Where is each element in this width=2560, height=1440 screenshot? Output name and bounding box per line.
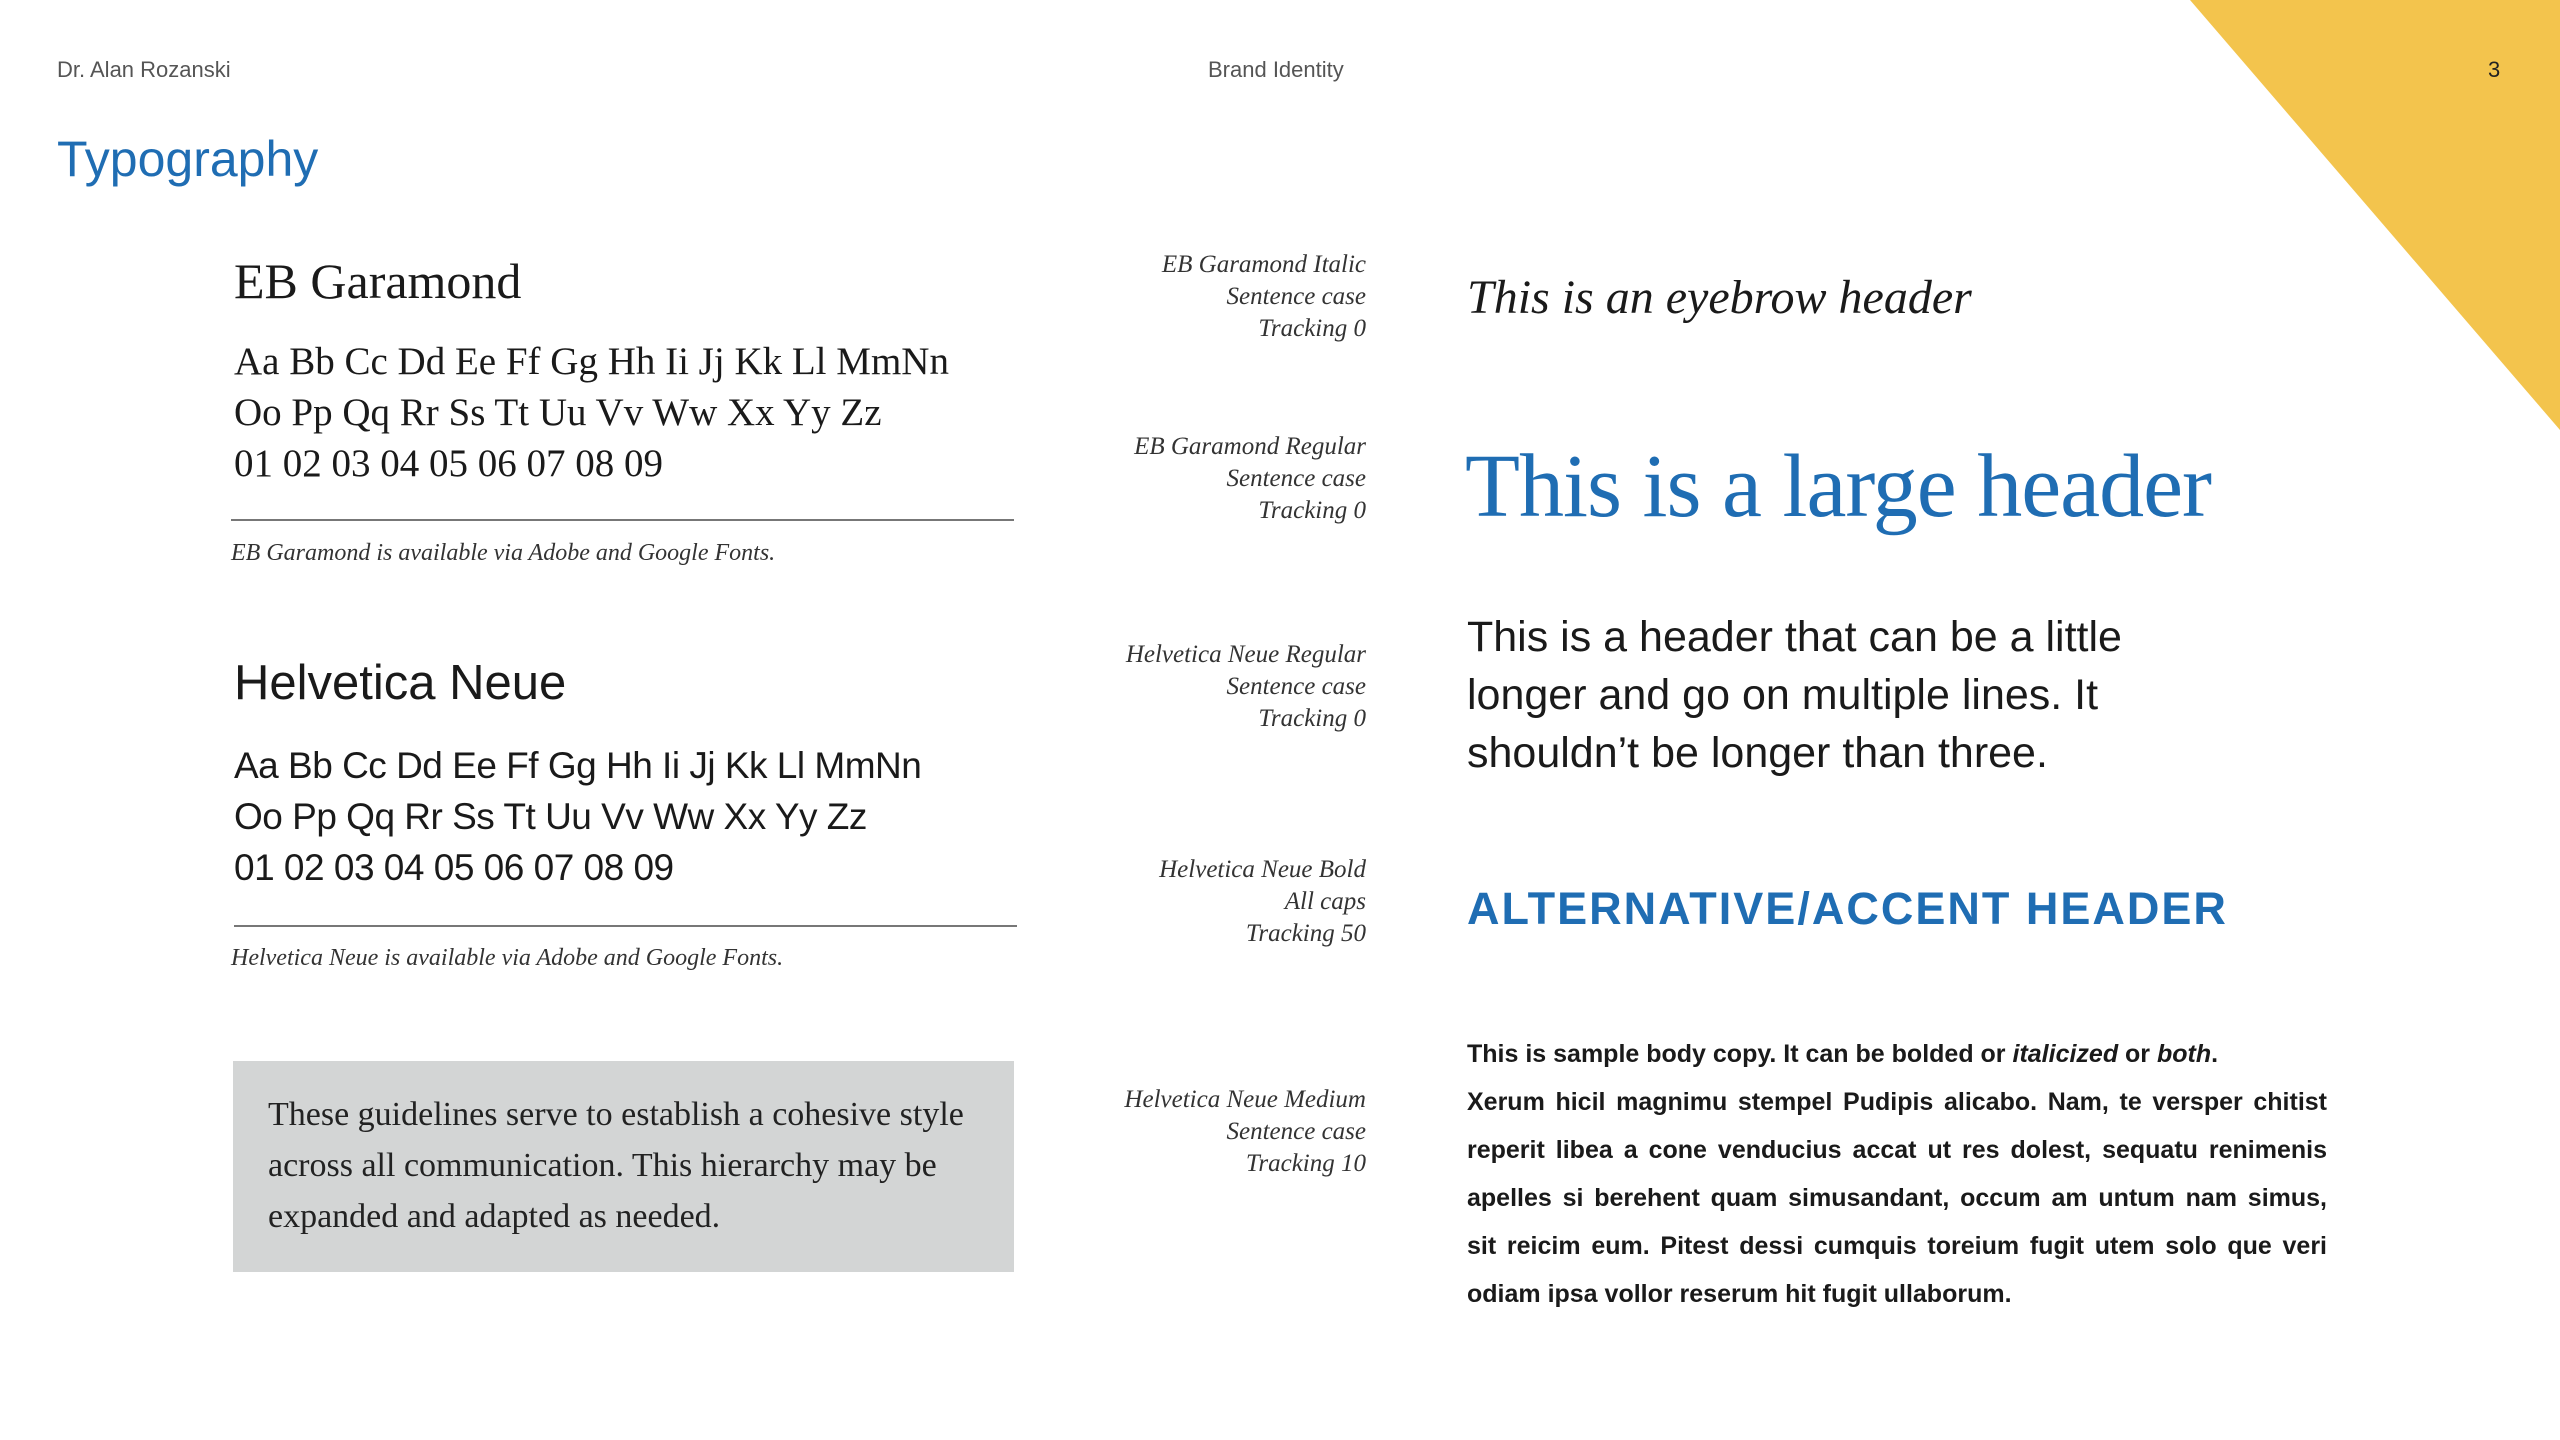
- spec-tracking: Tracking 0: [1258, 497, 1366, 524]
- specimen-line: Aa Bb Cc Dd Ee Ff Gg Hh Ii Jj Kk Ll MmNn: [234, 745, 922, 786]
- helvetica-availability: Helvetica Neue is available via Adobe and Google Fonts.: [231, 945, 784, 971]
- text: or: [1973, 1040, 2013, 1068]
- eb-garamond-availability: EB Garamond is available via Adobe and Google Fonts.: [231, 540, 776, 566]
- spec-font: Helvetica Neue Regular: [1125, 641, 1366, 668]
- large-header-sample: This is a large header: [1465, 437, 2212, 536]
- spec-eyebrow: [1162, 249, 1366, 345]
- spec-body: [1124, 1084, 1366, 1180]
- font-name-eb-garamond: EB Garamond: [234, 253, 522, 309]
- spec-tracking: Tracking 10: [1245, 1150, 1366, 1177]
- author-name: Dr. Alan Rozanski: [57, 57, 231, 82]
- specimen-line: Oo Pp Qq Rr Ss Tt Uu Vv Ww Xx Yy Zz: [234, 796, 867, 837]
- spec-case: Sentence case: [1226, 283, 1366, 310]
- specimen-line: Aa Bb Cc Dd Ee Ff Gg Hh Ii Jj Kk Ll MmNn: [234, 340, 949, 383]
- body-paragraph: Xerum hicil magnimu stempel Pudipis alicabo. Nam, te versper chitist reperit libea a cone venducius accat ut res dolest, sequatu renimenis apelles si berehent quam simusandant, occum am untum nam simus, sit reicim eum. Pitest dessi cumquis toreium fugit utem solo que veri odiam ipsa vollor reserum hit fugit ullaborum.: [1467, 1088, 2327, 1308]
- eyebrow-header-sample: This is an eyebrow header: [1467, 271, 1972, 324]
- font-name-helvetica-neue: Helvetica Neue: [234, 656, 567, 710]
- divider: [234, 925, 1017, 927]
- spec-multiline-header: [1126, 639, 1366, 735]
- text: .: [2211, 1040, 2219, 1068]
- guidelines-note-box: [233, 1061, 1014, 1272]
- spec-tracking: Tracking 0: [1258, 705, 1366, 732]
- helvetica-specimen: [234, 740, 921, 893]
- text: This is sample body copy. It can be: [1467, 1040, 1892, 1068]
- body-intro: [1467, 1030, 2327, 1078]
- page-number: 3: [2488, 57, 2501, 82]
- bold-text: bolded: [1891, 1040, 1974, 1068]
- spec-tracking: Tracking 50: [1245, 920, 1366, 947]
- spec-tracking: Tracking 0: [1258, 315, 1366, 342]
- spec-font: Helvetica Neue Bold: [1159, 856, 1366, 883]
- page-title: Typography: [57, 131, 319, 187]
- eb-garamond-specimen: [234, 336, 949, 489]
- spec-case: All caps: [1284, 888, 1366, 915]
- specimen-line: 01 02 03 04 05 06 07 08 09: [234, 847, 674, 888]
- spec-font: EB Garamond Italic: [1161, 251, 1366, 278]
- spec-case: Sentence case: [1226, 1118, 1366, 1145]
- italic-text: italicized: [2012, 1040, 2119, 1068]
- spec-large-header: [1134, 431, 1366, 527]
- spec-font: EB Garamond Regular: [1134, 433, 1366, 460]
- body-copy-sample: [1467, 1030, 2327, 1318]
- accent-header-sample: ALTERNATIVE/ACCENT HEADER: [1467, 883, 2228, 934]
- specimen-line: 01 02 03 04 05 06 07 08 09: [234, 442, 663, 485]
- specimen-line: Oo Pp Qq Rr Ss Tt Uu Vv Ww Xx Yy Zz: [234, 391, 882, 434]
- multiline-header-sample: This is a header that can be a little longer and go on multiple lines. It shouldn’t be longer than three.: [1467, 613, 2122, 777]
- text: or: [2118, 1040, 2157, 1068]
- guidelines-note: These guidelines serve to establish a cohesive style across all communication. This hierarchy may be expanded and adapted as needed.: [268, 1096, 964, 1235]
- spec-case: Sentence case: [1226, 465, 1366, 492]
- divider: [231, 519, 1014, 521]
- spec-font: Helvetica Neue Medium: [1124, 1086, 1366, 1113]
- spec-accent-header: [1159, 854, 1366, 950]
- section-name: Brand Identity: [1208, 57, 1344, 82]
- bold-italic-text: both: [2157, 1040, 2212, 1068]
- spec-case: Sentence case: [1226, 673, 1366, 700]
